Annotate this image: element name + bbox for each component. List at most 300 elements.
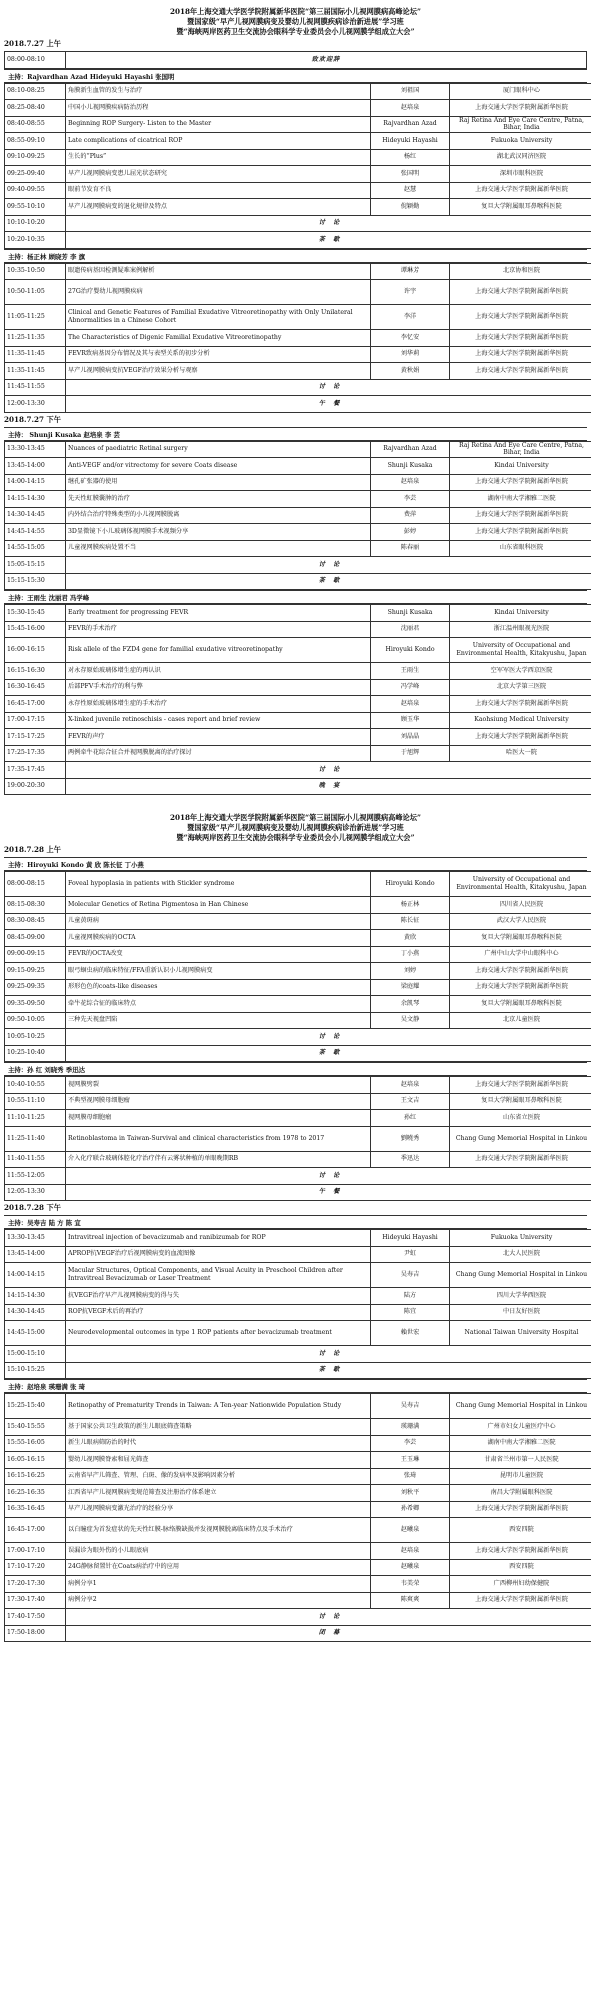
schedule-row [5, 930, 591, 947]
header-line-2: 暨国家级“早产儿视网膜病变及婴幼儿视网膜疾病诊治新进展”学习班 [0, 17, 591, 27]
institution-cell: Fukuoka University [450, 133, 591, 150]
time-cell: 16:25-16:35 [5, 1485, 66, 1502]
time-cell: 10:35-10:50 [5, 263, 66, 280]
time-cell: 11:55-12:05 [5, 1168, 66, 1185]
speaker-cell: 赵培泉 [371, 474, 450, 491]
speaker-cell: 王玉琳 [371, 1452, 450, 1469]
schedule-row [5, 83, 591, 100]
institution-cell: 上海交通大学医学院附属新华医院 [450, 696, 591, 713]
schedule-row [5, 1394, 591, 1419]
speaker-cell: 李忆安 [371, 330, 450, 347]
schedule-row [5, 605, 591, 622]
speaker-cell: 陈春丽 [371, 540, 450, 557]
institution-cell: 上海交通大学医学院附属新华医院 [450, 1077, 591, 1094]
session-chair: 主持：王雨生 沈丽君 冯学峰 [4, 590, 587, 604]
speaker-cell: 王文吉 [371, 1093, 450, 1110]
schedule-row [5, 474, 591, 491]
topic-cell: 早产儿视网膜病变激光治疗的经验分享 [66, 1501, 371, 1518]
time-cell: 15:30-15:45 [5, 605, 66, 622]
topic-cell: Retinoblastoma in Taiwan-Survival and clinical characteristics from 1978 to 2017 [66, 1126, 371, 1151]
time-cell: 16:15-16:30 [5, 663, 66, 680]
speaker-cell: 韦美荣 [371, 1576, 450, 1593]
speaker-cell: 黄欣 [371, 930, 450, 947]
topic-cell: 儿童视网膜疾病的OCTA [66, 930, 371, 947]
speaker-cell: 余凯琴 [371, 996, 450, 1013]
topic-cell: X-linked juvenile retinoschisis - cases report and brief review [66, 712, 371, 729]
speaker-cell: 杨正林 [371, 897, 450, 914]
topic-cell: 婴幼儿视网膜脊索和屈光筛查 [66, 1452, 371, 1469]
institution-cell: Fukuoka University [450, 1230, 591, 1247]
institution-cell: 西安四院 [450, 1518, 591, 1543]
time-cell: 17:30-17:40 [5, 1592, 66, 1609]
break-cell: 茶 歇 [66, 1362, 591, 1379]
speaker-cell: 陈长征 [371, 913, 450, 930]
speaker-cell: 尹虹 [371, 1246, 450, 1263]
time-cell: 19:00-20:30 [5, 778, 66, 795]
schedule-row [5, 745, 591, 762]
topic-cell: 对永存原始玻璃体增生症的再认识 [66, 663, 371, 680]
speaker-cell: 陆方 [371, 1288, 450, 1305]
time-cell: 09:00-09:15 [5, 946, 66, 963]
topic-cell: FEVR的声疗 [66, 729, 371, 746]
time-cell: 16:30-16:45 [5, 679, 66, 696]
schedule-row [5, 100, 591, 117]
topic-cell: 两例牵牛花综合征合并视网膜脱离的治疗探讨 [66, 745, 371, 762]
time-cell: 11:35-11:45 [5, 363, 66, 380]
institution-cell: 北大人民医院 [450, 1246, 591, 1263]
schedule-row [5, 872, 591, 897]
institution-cell: 湖南中南大学湘雅二医院 [450, 1435, 591, 1452]
time-cell: 14:55-15:05 [5, 540, 66, 557]
speaker-cell: 赵慧 [371, 182, 450, 199]
time-cell: 17:25-17:35 [5, 745, 66, 762]
speaker-cell: 赵培泉 [371, 1543, 450, 1560]
schedule-row [5, 263, 591, 280]
time-cell: 08:45-09:00 [5, 930, 66, 947]
institution-cell: 上海交通大学医学院附属新华医院 [450, 507, 591, 524]
time-cell: 16:05-16:15 [5, 1452, 66, 1469]
schedule-row [5, 1321, 591, 1346]
schedule-row [5, 1592, 591, 1609]
schedule-row [5, 1362, 591, 1379]
time-cell: 09:35-09:50 [5, 996, 66, 1013]
break-cell: 讨 论 [66, 1346, 591, 1363]
institution-cell: 上海交通大学医学院附属新华医院 [450, 100, 591, 117]
schedule-row [5, 363, 591, 380]
topic-cell: 病例分享2 [66, 1592, 371, 1609]
schedule-table [4, 263, 591, 413]
institution-cell: 湖北武汉同济医院 [450, 149, 591, 166]
schedule-row [5, 540, 591, 557]
topic-cell: 病例分享1 [66, 1576, 371, 1593]
topic-cell: 以白瞳症为首发症状的先天性红膜-脉络膜缺损并发视网膜脱离临床特点及手术治疗 [66, 1518, 371, 1543]
schedule-row [5, 679, 591, 696]
time-cell: 10:05-10:25 [5, 1029, 66, 1046]
institution-cell: 复旦大学附属眼耳鼻喉科医院 [450, 930, 591, 947]
institution-cell: University of Occupational and Environmental Health, Kitakyushu, Japan [450, 872, 591, 897]
time-cell: 17:35-17:45 [5, 762, 66, 779]
time-cell: 16:45-17:00 [5, 1518, 66, 1543]
topic-cell: 先天性虹膜囊肿的治疗 [66, 491, 371, 508]
institution-cell: 上海交通大学医学院附属新华医院 [450, 1543, 591, 1560]
speaker-cell: Rajvardhan Azad [371, 441, 450, 458]
speaker-cell: 赵曦泉 [371, 1518, 450, 1543]
time-cell: 14:15-14:30 [5, 1288, 66, 1305]
schedule-row [5, 946, 591, 963]
speaker-cell: 杨红 [371, 149, 450, 166]
schedule-row [5, 1012, 591, 1029]
speaker-cell: 陈宜 [371, 1304, 450, 1321]
schedule-row [5, 1419, 591, 1436]
schedule-table [4, 604, 591, 795]
institution-cell: University of Occupational and Environmental Health, Kitakyushu, Japan [450, 638, 591, 663]
time-cell: 08:25-08:40 [5, 100, 66, 117]
time-cell: 14:45-14:55 [5, 524, 66, 541]
speaker-cell: 吴文静 [371, 1012, 450, 1029]
speaker-cell: Shunji Kusaka [371, 605, 450, 622]
time-cell: 12:05-13:30 [5, 1184, 66, 1201]
topic-cell: Intravitreal injection of bevacizumab and ranibizumab for ROP [66, 1230, 371, 1247]
schedule-row [5, 379, 591, 396]
topic-cell: 内外结合治疗特殊类型的小儿视网膜脱离 [66, 507, 371, 524]
schedule-row [5, 1518, 591, 1543]
time-cell: 17:00-17:10 [5, 1543, 66, 1560]
institution-cell: Kaohsiung Medical University [450, 712, 591, 729]
topic-cell: 儿童黄斑病 [66, 913, 371, 930]
schedule-row [5, 330, 591, 347]
schedule-row [5, 458, 591, 475]
session-chair: 主持：Hiroyuki Kondo 黄 欣 陈长征 丁小燕 [4, 857, 587, 871]
time-cell: 14:00-14:15 [5, 1263, 66, 1288]
institution-cell: 上海交通大学医学院附属新华医院 [450, 474, 591, 491]
speaker-cell: 瑛珊满 [371, 1419, 450, 1436]
schedule-page [0, 7, 591, 1642]
break-cell: 茶 歇 [66, 1045, 591, 1062]
schedule-row [5, 778, 591, 795]
institution-cell: 上海交通大学医学院附属新华医院 [450, 1592, 591, 1609]
topic-cell: FEVR的手术治疗 [66, 621, 371, 638]
time-cell: 15:00-15:10 [5, 1346, 66, 1363]
institution-cell: 复旦大学附属眼耳鼻喉科医院 [450, 996, 591, 1013]
time-cell: 09:25-09:40 [5, 166, 66, 183]
schedule-row [5, 762, 591, 779]
speaker-cell: 黄秋娟 [371, 363, 450, 380]
schedule-row [5, 557, 591, 574]
schedule-table [4, 1229, 591, 1379]
time-cell: 10:10-10:20 [5, 215, 66, 232]
schedule-row [5, 1151, 591, 1168]
time-cell: 09:40-09:55 [5, 182, 66, 199]
schedule-row [5, 979, 591, 996]
speaker-cell: 刘华莉 [371, 346, 450, 363]
topic-cell: 江西省早产儿视网膜病变规范筛查及注册治疗体系建立 [66, 1485, 371, 1502]
institution-cell: 复旦大学附属眼耳鼻喉科医院 [450, 199, 591, 216]
topic-cell: 视网膜母细胞瘤 [66, 1110, 371, 1127]
schedule-part-1 [0, 37, 591, 795]
session-date: 2018.7.27 上午 [0, 37, 591, 51]
institution-cell: Chang Gung Memorial Hospital in Linkou [450, 1126, 591, 1151]
institution-cell: 哈医大一院 [450, 745, 591, 762]
speaker-cell: 李芸 [371, 491, 450, 508]
schedule-row [5, 1168, 591, 1185]
time-cell: 15:15-15:30 [5, 573, 66, 590]
time-cell: 15:55-16:05 [5, 1435, 66, 1452]
session-chair: 主持：杨正林 顾晓芳 李 旗 [4, 249, 587, 263]
time-cell: 16:00-16:15 [5, 638, 66, 663]
schedule-row [5, 1435, 591, 1452]
session-chair: 主持：赵培泉 瑛珊满 张 琦 [4, 1379, 587, 1393]
session-chair: 主持：吴寿吉 陆 方 陈 宜 [4, 1215, 587, 1229]
topic-cell: 眼前节发育不良 [66, 182, 371, 199]
session-date: 2018.7.28 上午 [0, 843, 591, 857]
topic-cell: 后部PFV手术治疗的利与弊 [66, 679, 371, 696]
topic-cell: 继孔矿张器的使用 [66, 474, 371, 491]
institution-cell: 昆明市儿童医院 [450, 1468, 591, 1485]
time-cell: 09:25-09:35 [5, 979, 66, 996]
institution-cell: 厦门眼科中心 [450, 83, 591, 100]
speaker-cell: 赵培泉 [371, 696, 450, 713]
speaker-cell: 赵培泉 [371, 1077, 450, 1094]
break-cell: 致欢迎辞 [66, 52, 587, 69]
topic-cell: 24G静脉留置针在Coats病治疗中的应用 [66, 1559, 371, 1576]
speaker-cell: Hiroyuki Kondo [371, 872, 450, 897]
time-cell: 14:30-14:45 [5, 1304, 66, 1321]
break-cell: 午 餐 [66, 1184, 591, 1201]
topic-cell: 生长的“Plus” [66, 149, 371, 166]
topic-cell: 基于国家公共卫生政策的新生儿眼底筛查策略 [66, 1419, 371, 1436]
time-cell: 08:00-08:10 [5, 52, 66, 69]
header2-line-1: 2018年上海交通大学医学院附属新华医院“第三届国际小儿视网膜病高峰论坛” [0, 813, 591, 823]
institution-cell: 中日友好医院 [450, 1304, 591, 1321]
topic-cell: 27G治疗婴幼儿视网膜疾病 [66, 280, 371, 305]
topic-cell: APROP抗VEGF治疗后视网膜病变的血流图像 [66, 1246, 371, 1263]
topic-cell: 形形色色的coats-like diseases [66, 979, 371, 996]
topic-cell: Late complications of cicatrical ROP [66, 133, 371, 150]
institution-cell: Kindai University [450, 458, 591, 475]
time-cell: 13:30-13:45 [5, 441, 66, 458]
time-cell: 14:15-14:30 [5, 491, 66, 508]
speaker-cell: 刘婷 [371, 963, 450, 980]
institution-cell: 空军军医大学西京医院 [450, 663, 591, 680]
institution-cell: 武汉大学人民医院 [450, 913, 591, 930]
institution-cell: 西安四院 [450, 1559, 591, 1576]
institution-cell: 广西柳州妇幼保健院 [450, 1576, 591, 1593]
speaker-cell: 孙希卿 [371, 1501, 450, 1518]
speaker-cell: 倪颖勤 [371, 199, 450, 216]
speaker-cell: 李芸 [371, 1435, 450, 1452]
schedule-row [5, 1288, 591, 1305]
topic-cell: 眼遗传病基因检测疑难案例解析 [66, 263, 371, 280]
speaker-cell: 刘祖国 [371, 83, 450, 100]
topic-cell: 抗VEGF治疗早产儿视网膜病变的得与失 [66, 1288, 371, 1305]
session-date: 2018.7.28 下午 [0, 1201, 591, 1215]
schedule-row [5, 1501, 591, 1518]
time-cell: 16:35-16:45 [5, 1501, 66, 1518]
topic-cell: Clinical and Genetic Features of Familial Exudative Vitreoretinopathy with Only Unilateral Abnormalities in a Chinese Cohort [66, 305, 371, 330]
topic-cell: 早产儿视网膜病变抗VEGF治疗效果分析与观察 [66, 363, 371, 380]
header2-line-2: 暨国家级“早产儿视网膜病变及婴幼儿视网膜疾病诊治新进展”学习班 [0, 823, 591, 833]
schedule-row [5, 1184, 591, 1201]
topic-cell: FEVR的OCTA改变 [66, 946, 371, 963]
topic-cell: The Characteristics of Digenic Familial Exudative Vitreoretinopathy [66, 330, 371, 347]
time-cell: 09:55-10:10 [5, 199, 66, 216]
schedule-row [5, 573, 591, 590]
time-cell: 14:30-14:45 [5, 507, 66, 524]
schedule-row [5, 1093, 591, 1110]
time-cell: 14:00-14:15 [5, 474, 66, 491]
time-cell: 11:35-11:45 [5, 346, 66, 363]
time-cell: 15:25-15:40 [5, 1394, 66, 1419]
speaker-cell: 沈丽君 [371, 621, 450, 638]
speaker-cell: 赵曦泉 [371, 1559, 450, 1576]
topic-cell: 新生儿眼病筛防治的时代 [66, 1435, 371, 1452]
institution-cell: 北京大学第三医院 [450, 679, 591, 696]
speaker-cell: 梁庭耀 [371, 979, 450, 996]
time-cell: 16:45-17:00 [5, 696, 66, 713]
institution-cell: Kindai University [450, 605, 591, 622]
topic-cell: 中国小儿视网膜疾病防治历程 [66, 100, 371, 117]
speaker-cell: 季迅达 [371, 1151, 450, 1168]
break-cell: 讨 论 [66, 557, 591, 574]
time-cell: 11:25-11:35 [5, 330, 66, 347]
time-cell: 15:10-15:25 [5, 1362, 66, 1379]
institution-cell: 上海交通大学医学院附属新华医院 [450, 1151, 591, 1168]
topic-cell: 误漏诊为眼外伤的小儿眼底病 [66, 1543, 371, 1560]
topic-cell: Foveal hypoplasia in patients with Stickler syndrome [66, 872, 371, 897]
topic-cell: 儿童视网膜疾病处置不当 [66, 540, 371, 557]
institution-cell: Chang Gung Memorial Hospital in Linkou [450, 1263, 591, 1288]
session-chair: 主持：孙 红 刘晓秀 季迅达 [4, 1062, 587, 1076]
time-cell: 14:45-15:00 [5, 1321, 66, 1346]
speaker-cell: 吴寿吉 [371, 1263, 450, 1288]
speaker-cell: Hiroyuki Kondo [371, 638, 450, 663]
time-cell: 09:15-09:25 [5, 963, 66, 980]
break-cell: 讨 论 [66, 379, 591, 396]
time-cell: 08:55-09:10 [5, 133, 66, 150]
speaker-cell: Rajvardhan Azad [371, 116, 450, 133]
topic-cell: ROP抗VEGF术后的再治疗 [66, 1304, 371, 1321]
schedule-row [5, 996, 591, 1013]
schedule-row [5, 491, 591, 508]
time-cell: 11:40-11:55 [5, 1151, 66, 1168]
break-cell: 茶 歇 [66, 232, 591, 249]
schedule-row [5, 507, 591, 524]
header2-line-3: 暨“海峡两岸医药卫生交流协会眼科学专业委员会小儿视网膜学组成立大会” [0, 833, 591, 843]
time-cell: 11:05-11:25 [5, 305, 66, 330]
speaker-cell: 许宇 [371, 280, 450, 305]
topic-cell: 角膜新生血管的发生与治疗 [66, 83, 371, 100]
schedule-part-2 [0, 843, 591, 1642]
time-cell: 09:10-09:25 [5, 149, 66, 166]
schedule-row [5, 963, 591, 980]
institution-cell: 四川大学华西医院 [450, 1288, 591, 1305]
topic-cell: Molecular Genetics of Retina Pigmentosa in Han Chinese [66, 897, 371, 914]
institution-cell: 上海交通大学医学院附属新华医院 [450, 1501, 591, 1518]
speaker-cell: 冯学峰 [371, 679, 450, 696]
institution-cell: 甘肃省兰州市第一人民医院 [450, 1452, 591, 1469]
schedule-table [4, 441, 591, 591]
speaker-cell: 顾玉华 [371, 712, 450, 729]
time-cell: 11:45-11:55 [5, 379, 66, 396]
time-cell: 17:50-18:00 [5, 1625, 66, 1642]
topic-cell: 三种先天视盘凹陷 [66, 1012, 371, 1029]
speaker-cell: 吴寿吉 [371, 1394, 450, 1419]
time-cell: 13:45-14:00 [5, 1246, 66, 1263]
schedule-row [5, 1346, 591, 1363]
schedule-row [5, 149, 591, 166]
time-cell: 17:20-17:30 [5, 1576, 66, 1593]
topic-cell: Neurodevelopmental outcomes in type 1 ROP patients after bevacizumab treatment [66, 1321, 371, 1346]
institution-cell: 上海交通大学医学院附属新华医院 [450, 963, 591, 980]
time-cell: 17:40-17:50 [5, 1609, 66, 1626]
institution-cell: 北京协和医院 [450, 263, 591, 280]
speaker-cell: 费萍 [371, 507, 450, 524]
schedule-row [5, 1263, 591, 1288]
schedule-row [5, 305, 591, 330]
schedule-row [5, 621, 591, 638]
break-cell: 讨 论 [66, 762, 591, 779]
time-cell: 12:00-13:30 [5, 396, 66, 413]
topic-cell: Nuances of paediatric Retinal surgery [66, 441, 371, 458]
speaker-cell: 劉曉秀 [371, 1126, 450, 1151]
speaker-cell: Hideyuki Hayashi [371, 1230, 450, 1247]
institution-cell: 广州中山大学中山眼科中心 [450, 946, 591, 963]
topic-cell: 眼弓蛔虫病的临床特征/FFA重新认识小儿视网膜病变 [66, 963, 371, 980]
schedule-row [5, 524, 591, 541]
institution-cell: 四川省人民医院 [450, 897, 591, 914]
schedule-row [5, 1230, 591, 1247]
time-cell: 09:50-10:05 [5, 1012, 66, 1029]
schedule-row [5, 166, 591, 183]
header-line-1: 2018年上海交通大学医学院附属新华医院“第三届国际小儿视网膜病高峰论坛” [0, 7, 591, 17]
institution-cell: 上海交通大学医学院附属新华医院 [450, 979, 591, 996]
schedule-row [5, 133, 591, 150]
break-cell: 讨 论 [66, 1168, 591, 1185]
time-cell: 10:55-11:10 [5, 1093, 66, 1110]
topic-cell: 视网膜劈裂 [66, 1077, 371, 1094]
schedule-table [4, 83, 591, 249]
institution-cell: 复旦大学附属眼耳鼻喉科医院 [450, 1093, 591, 1110]
time-cell: 15:05-15:15 [5, 557, 66, 574]
schedule-row [5, 1452, 591, 1469]
institution-cell: 山东省立医院 [450, 1110, 591, 1127]
topic-cell: Macular Structures, Optical Components, and Visual Acuity in Preschool Children after Intravitreal Bevacizumab or Laser Treatment [66, 1263, 371, 1288]
schedule-table [4, 1076, 591, 1201]
speaker-cell: 谭琳芳 [371, 263, 450, 280]
session-date: 2018.7.27 下午 [0, 413, 591, 427]
time-cell: 13:30-13:45 [5, 1230, 66, 1247]
institution-cell: Raj Retina And Eye Care Centre, Patna, Bihar, India [450, 116, 591, 133]
speaker-cell: 刘秋平 [371, 1485, 450, 1502]
time-cell: 08:10-08:25 [5, 83, 66, 100]
schedule-row [5, 182, 591, 199]
institution-cell: 广州市妇女儿童医疗中心 [450, 1419, 591, 1436]
topic-cell: Beginning ROP Surgery- Listen to the Master [66, 116, 371, 133]
schedule-row [5, 52, 587, 69]
institution-cell: 上海交通大学医学院附属新华医院 [450, 182, 591, 199]
institution-cell: 上海交通大学医学院附属新华医院 [450, 280, 591, 305]
institution-cell: 山东省眼科医院 [450, 540, 591, 557]
topic-cell: 永存性原始玻璃体增生症的手术治疗 [66, 696, 371, 713]
speaker-cell: 张琦 [371, 1468, 450, 1485]
topic-cell: 牵牛花综合征的临床特点 [66, 996, 371, 1013]
time-cell: 10:50-11:05 [5, 280, 66, 305]
schedule-row [5, 232, 591, 249]
schedule-table [4, 51, 587, 69]
break-cell: 晚 宴 [66, 778, 591, 795]
time-cell: 10:25-10:40 [5, 1045, 66, 1062]
schedule-row [5, 441, 591, 458]
